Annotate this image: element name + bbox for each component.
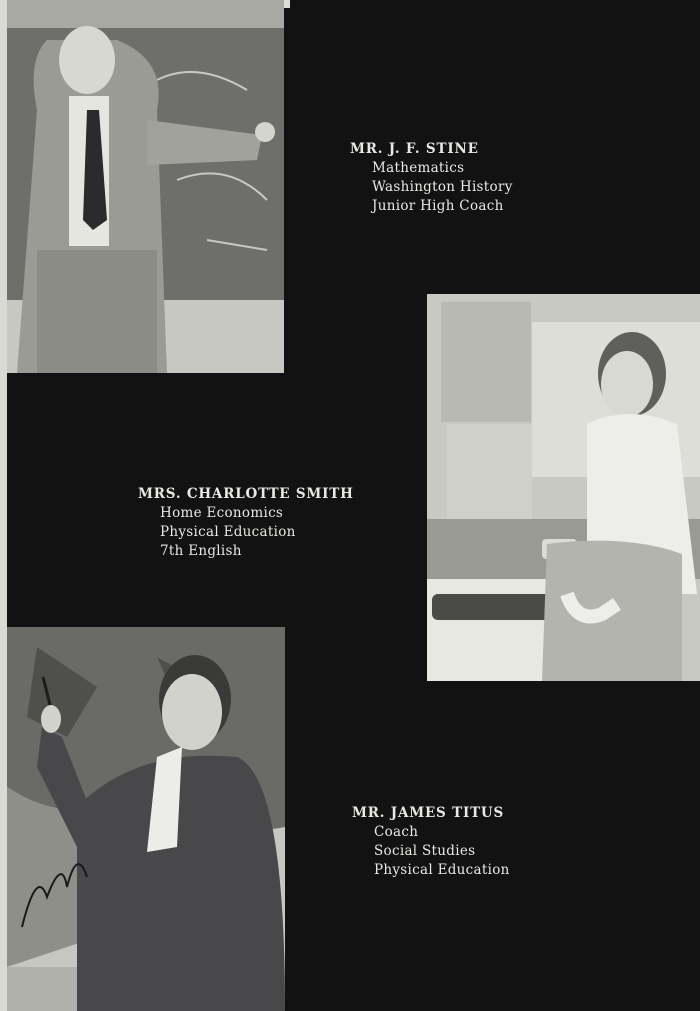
stine-caption bbox=[350, 140, 513, 216]
titus-caption bbox=[352, 804, 510, 880]
subject-line: Washington History bbox=[372, 179, 513, 195]
smith-caption bbox=[138, 485, 354, 561]
page-edge-left bbox=[0, 0, 7, 1011]
subject-line: Physical Education bbox=[374, 862, 510, 878]
subject-line: Home Economics bbox=[160, 505, 284, 521]
subject-line: 7th English bbox=[160, 543, 242, 559]
titus-photo bbox=[7, 627, 285, 1011]
subject-line: Junior High Coach bbox=[372, 198, 504, 214]
teacher-name: MRS. CHARLOTTE SMITH bbox=[138, 486, 354, 502]
subject-line: Coach bbox=[374, 824, 419, 840]
subject-line: Social Studies bbox=[374, 843, 476, 859]
teacher-name: MR. J. F. STINE bbox=[350, 141, 479, 157]
subject-line: Mathematics bbox=[372, 160, 465, 176]
stine-photo bbox=[7, 0, 284, 373]
smith-photo bbox=[427, 294, 700, 681]
teacher-name: MR. JAMES TITUS bbox=[352, 805, 505, 821]
subject-line: Physical Education bbox=[160, 524, 296, 540]
